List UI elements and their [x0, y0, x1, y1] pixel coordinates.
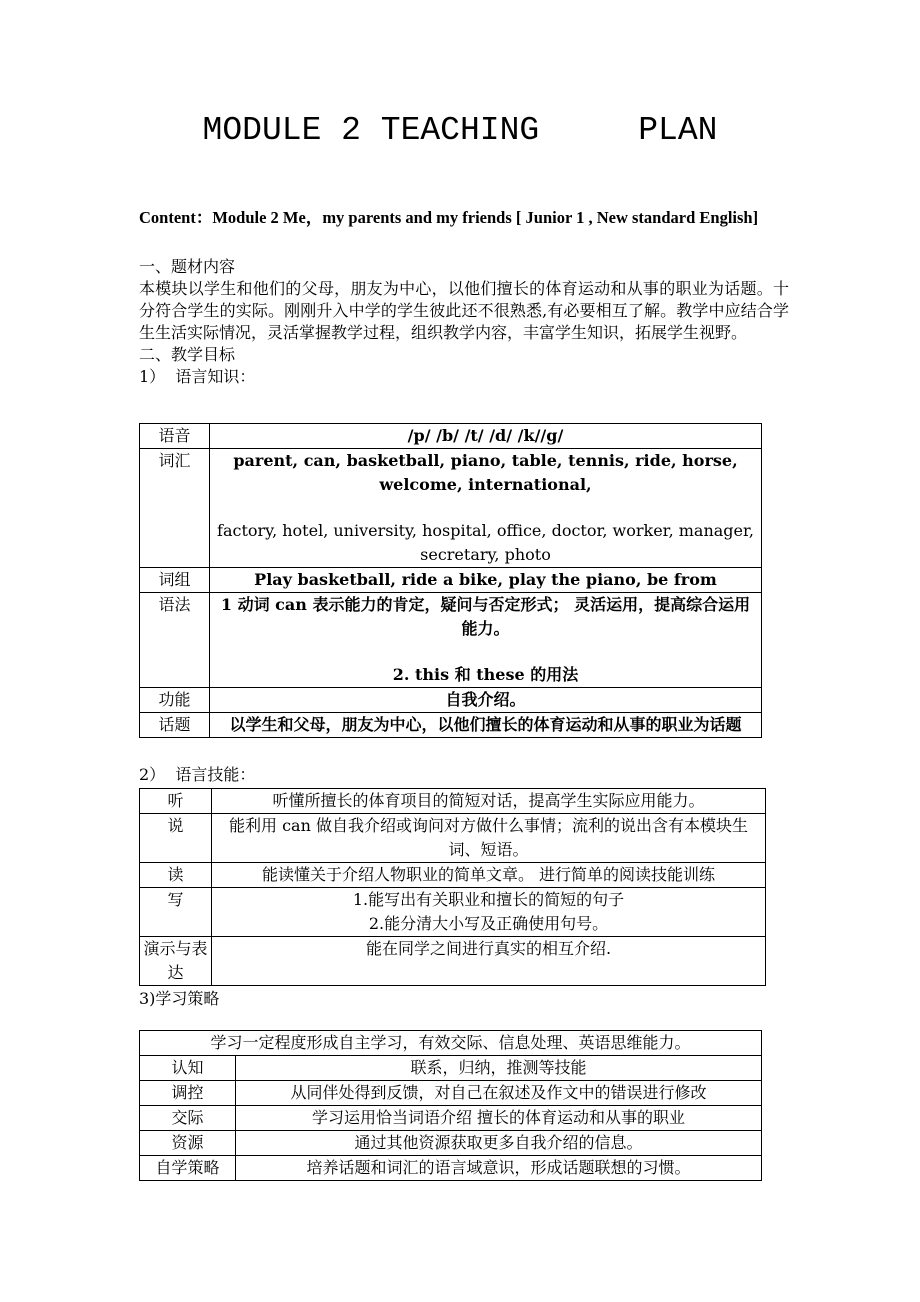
vocabulary-cell [210, 449, 762, 568]
pronunciation-value: /p/ /b/ /t/ /d/ /k//g/ [210, 424, 762, 449]
table-row [140, 713, 762, 738]
writing-cell [212, 888, 766, 937]
table-row [140, 1081, 762, 1106]
table-row [140, 888, 766, 937]
presentation-label: 演示与表达 [140, 937, 212, 986]
section2-heading: 二、教学目标 [139, 345, 236, 364]
strategy-header: 学习一定程度形成自主学习，有效交际、信息处理、英语思维能力。 [140, 1031, 762, 1056]
table-row [140, 424, 762, 449]
sub1-heading: 1） 语言知识： [139, 367, 256, 386]
table-row [140, 814, 766, 863]
section1-heading: 一、题材内容 [139, 257, 236, 276]
sub3-heading: 3)学习策略 [139, 989, 220, 1008]
sub2-heading: 2） 语言技能： [139, 765, 256, 784]
regulation-value: 从同伴处得到反馈，对自己在叙述及作文中的错误进行修改 [236, 1081, 762, 1106]
vocabulary-label: 词汇 [140, 449, 210, 568]
topic-value: 以学生和父母，朋友为中心，以他们擅长的体育运动和从事的职业为话题 [210, 713, 762, 738]
table-row [140, 1056, 762, 1081]
table-row [140, 449, 762, 568]
grammar-label: 语法 [140, 593, 210, 688]
learning-strategy-table [139, 1030, 762, 1181]
table-row [140, 568, 762, 593]
content-line: Content：Module 2 Me，my parents and my friends [ Junior 1 , New standard English] [139, 208, 759, 227]
writing-line-2: 2.能分清大小写及正确使用句号。 [368, 914, 609, 933]
listening-label: 听 [140, 789, 212, 814]
speaking-label: 说 [140, 814, 212, 863]
regulation-label: 调控 [140, 1081, 236, 1106]
cognition-label: 认知 [140, 1056, 236, 1081]
communication-label: 交际 [140, 1106, 236, 1131]
listening-value: 听懂所擅长的体育项目的简短对话，提高学生实际应用能力。 [212, 789, 766, 814]
writing-label: 写 [140, 888, 212, 937]
function-label: 功能 [140, 688, 210, 713]
writing-line-1: 1.能写出有关职业和擅长的简短的句子 [352, 890, 625, 909]
grammar-line-1: 1 动词 can 表示能力的肯定，疑问与否定形式； 灵活运用，提高综合运用能力。 [220, 595, 751, 638]
presentation-value: 能在同学之间进行真实的相互介绍. [212, 937, 766, 986]
pronunciation-label: 语音 [140, 424, 210, 449]
table-row [140, 1106, 762, 1131]
section1 [139, 256, 789, 388]
function-value: 自我介绍。 [210, 688, 762, 713]
self-study-value: 培养话题和词汇的语言域意识，形成话题联想的习惯。 [236, 1156, 762, 1181]
table-row [140, 593, 762, 688]
section1-paragraph: 本模块以学生和他们的父母，朋友为中心，以他们擅长的体育运动和从事的职业为话题。十分符合学生的实际。刚刚升入中学的学生彼此还不很熟悉,有必要相互了解。教学中应结合学生生活实际情况，灵活掌握教学过程，组织教学内容，丰富学生知识，拓展学生视野。 [139, 279, 789, 342]
cognition-value: 联系，归纳，推测等技能 [236, 1056, 762, 1081]
table-row [140, 863, 766, 888]
communication-value: 学习运用恰当词语介绍 擅长的体育运动和从事的职业 [236, 1106, 762, 1131]
table-row [140, 789, 766, 814]
table-row [140, 1156, 762, 1181]
vocabulary-line-2: factory, hotel, university, hospital, office, doctor, worker, manager, secretary, photo [217, 521, 754, 564]
reading-label: 读 [140, 863, 212, 888]
language-knowledge-table [139, 423, 762, 738]
phrase-label: 词组 [140, 568, 210, 593]
table-row [140, 937, 766, 986]
language-skills-table [139, 788, 766, 986]
table-row [140, 1031, 762, 1056]
grammar-line-2: 2. this 和 these 的用法 [392, 665, 579, 684]
resources-label: 资源 [140, 1131, 236, 1156]
grammar-cell [210, 593, 762, 688]
table-row [140, 688, 762, 713]
reading-value: 能读懂关于介绍人物职业的简单文章。 进行简单的阅读技能训练 [212, 863, 766, 888]
self-study-label: 自学策略 [140, 1156, 236, 1181]
phrase-value: Play basketball, ride a bike, play the piano, be from [210, 568, 762, 593]
speaking-value: 能利用 can 做自我介绍或询问对方做什么事情；流利的说出含有本模块生词、短语。 [212, 814, 766, 863]
table-row [140, 1131, 762, 1156]
vocabulary-line-1: parent, can, basketball, piano, table, tennis, ride, horse, welcome, international, [233, 451, 738, 494]
topic-label: 话题 [140, 713, 210, 738]
resources-value: 通过其他资源获取更多自我介绍的信息。 [236, 1131, 762, 1156]
document-title: MODULE 2 TEACHING PLAN [202, 112, 718, 149]
